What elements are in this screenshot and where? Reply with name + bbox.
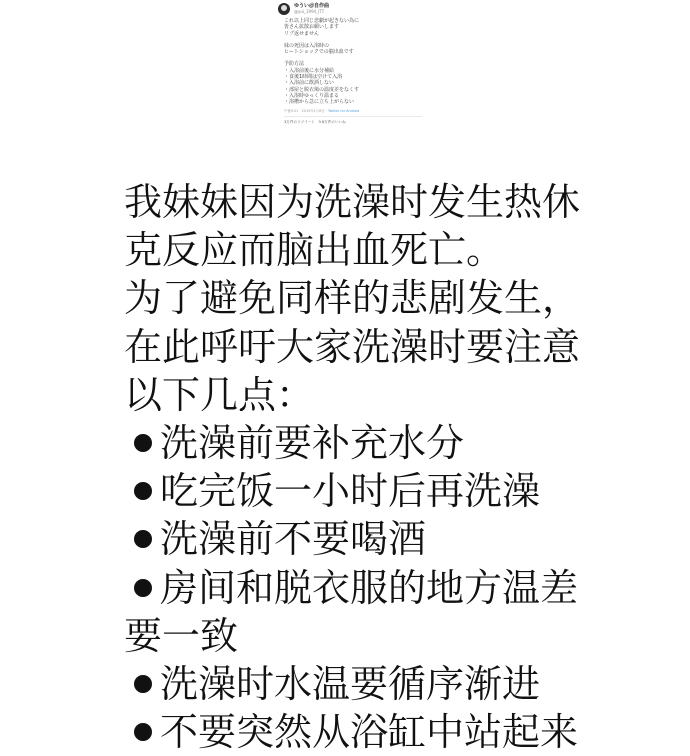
- tweet-line: ・部屋と脱衣場の温度差をなくす: [284, 86, 360, 93]
- tip-item: [124, 564, 644, 612]
- caption-line: 以下几点：: [124, 372, 315, 417]
- tip-item: [124, 660, 644, 708]
- tip-item: [124, 419, 644, 467]
- bullet-icon: [134, 530, 152, 548]
- bullet-icon: [134, 482, 152, 500]
- caption-line: 我妹妹因为洗澡时发生热休: [124, 180, 581, 224]
- tweet-line: リプ返せません: [284, 30, 320, 37]
- author-name[interactable]: ゆうい＠自作曲: [294, 3, 330, 9]
- tweet-line: 妹の死因は入浴時の: [284, 42, 330, 49]
- tweet-timestamp: [284, 109, 426, 114]
- tweet-screenshot: [276, 0, 426, 160]
- tweet-stats[interactable]: 3万件のリツイート 3.6万件のいいね: [284, 119, 346, 124]
- tip-text: 洗澡时水温要循序渐进: [160, 661, 541, 706]
- tweet-time[interactable]: 午後9:21 · 2019年1月6日 ·: [284, 108, 328, 113]
- tip-item: [124, 515, 644, 563]
- bullet-icon: [134, 434, 152, 452]
- tweet-header: [278, 1, 426, 17]
- tweet-line: これ以上同じ悲劇が起きない為に: [284, 18, 360, 24]
- tweet-line: ・浴槽から急に立ち上がらない: [284, 99, 355, 106]
- tip-text: 不要突然从浴缸中站起来: [160, 710, 579, 755]
- caption-line: 为了避免同样的悲剧发生，: [124, 276, 581, 321]
- tip-text: 房间和脱衣服的地方温差: [160, 565, 579, 610]
- tweet-line: 予防方法: [284, 61, 305, 68]
- tip-text: 洗澡前不要喝酒: [160, 517, 427, 562]
- avatar[interactable]: [278, 3, 290, 15]
- tweet-line: ・入浴前に飲酒しない: [284, 80, 335, 87]
- caption-text: [124, 178, 644, 756]
- tweet-line: ヒートショックでの脳出血です: [284, 49, 354, 56]
- tip-continuation: 要一致: [124, 613, 239, 658]
- bullet-icon: [134, 675, 152, 693]
- tip-text: 吃完饭一小时后再洗澡: [160, 469, 541, 514]
- tweet-line: ・入浴前後に水分補給: [284, 67, 335, 74]
- bullet-icon: [134, 723, 152, 741]
- tweet-body: [284, 18, 426, 125]
- caption-line: 克反应而脑出血死亡。: [124, 228, 505, 273]
- tweet-author: [294, 3, 329, 15]
- tip-item: [124, 467, 644, 515]
- tweet-line: 皆さん拡散お願いします: [284, 24, 340, 31]
- author-handle[interactable]: @yui_1994_ITT: [294, 9, 325, 14]
- tweet-client-link[interactable]: Twitter for Android: [327, 108, 360, 113]
- tip-text: 洗澡前要补充水分: [160, 420, 465, 465]
- tweet-divider: [284, 116, 422, 117]
- tweet-line: ・入浴時ゆっくり温まる: [284, 92, 339, 99]
- tweet-line: ・食後1時間は空けて入浴: [284, 74, 343, 81]
- bullet-icon: [134, 579, 152, 597]
- caption-line: 在此呼吁大家洗澡时要注意: [124, 324, 581, 369]
- tip-item: [124, 708, 644, 756]
